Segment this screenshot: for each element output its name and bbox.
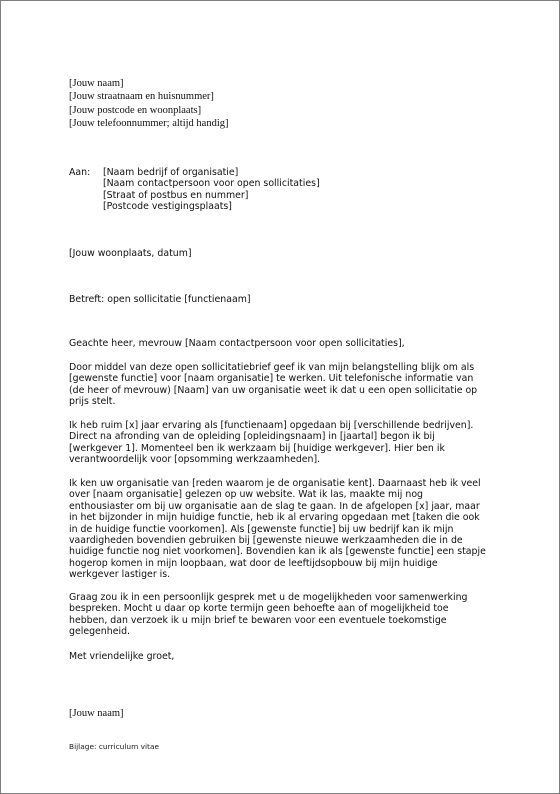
paragraph-motivation: Ik ken uw organisatie van [reden waarom je de organisatie kent]. Daarnaast heb ik veel over [naam organisatie] gelezen op uw website. Wat ik las, maakte mij nog enthousiaster om bij uw organisatie aan de slag te gaan. In de afgelopen [x] jaar, maar in het bijzonder in mijn huidige functie, heb ik al ervaring opgedaan met [taken die ook in de huidige functie voorkomen]. Als [gewenste functie] bij uw bedrijf kan ik mijn vaardigheden bovendien gebruiken bij [gewenste nieuwe werkzaamheden die in de huidige functie nog niet voorkomen]. Bovendien kan ik als [gewenste functie] een stapje hogerop komen in mijn loopbaan, wat door de leeftijdsopbouw bij mijn huidige werkgever lastiger is. <box>69 478 486 581</box>
signature-name: [Jouw naam] <box>69 708 124 719</box>
recipient-contact: [Naam contactpersoon voor open sollicitaties] <box>103 178 320 190</box>
recipient-postal: [Postcode vestigingsplaats] <box>103 201 232 213</box>
sender-address <box>69 77 229 131</box>
sender-phone: [Jouw telefoonnummer; altijd handig] <box>69 118 229 130</box>
salutation: Geachte heer, mevrouw [Naam contactpersoon voor open sollicitaties], <box>69 338 405 349</box>
recipient-street: [Straat of postbus en nummer] <box>103 189 249 201</box>
subject-line: Betreft: open sollicitatie [functienaam] <box>69 294 251 305</box>
paragraph-closing: Graag zou ik in een persoonlijk gesprek met u de mogelijkheden voor samenwerking bespreken. Mocht u daar op korte termijn geen behoefte aan of mogelijkheid toe hebben, dan verzoek ik u mijn brief te bewaren voor een eventuele toekomstige gelegenheid. <box>69 592 468 638</box>
attachment-note: Bijlage: curriculum vitae <box>69 742 160 751</box>
paragraph-experience: Ik heb ruim [x] jaar ervaring als [functienaam] opgedaan bij [verschillende bedrijven]. Direct na afronding van de opleiding [opleidingsnaam] in [jaartal] begon ik bij [werkgever 1]. Momenteel ben ik werkzaam bij [huidige werkgever]. Hier ben ik verantwoordelijk voor [opsomming werkzaamheden]. <box>69 420 474 466</box>
place-date: [Jouw woonplaats, datum] <box>69 248 192 259</box>
paragraph-intro: Door middel van deze open sollicitatiebrief geef ik van mijn belangstelling blijk om als [gewenste functie] voor [naam organisatie] te werken. Uit telefonische informatie van (de heer of mevrouw) [Naam] van uw organisatie weet ik dat u een open sollicitatie op prijs stelt. <box>69 362 478 408</box>
recipient-label: Aan: <box>69 167 91 178</box>
sender-name: [Jouw naam] <box>69 78 124 89</box>
sender-postal-city: [Jouw postcode en woonplaats] <box>69 104 202 116</box>
sender-street: [Jouw straatnaam en huisnummer] <box>69 91 214 103</box>
closing-greeting: Met vriendelijke groet, <box>69 651 175 662</box>
recipient-company: [Naam bedrijf of organisatie] <box>103 167 239 178</box>
